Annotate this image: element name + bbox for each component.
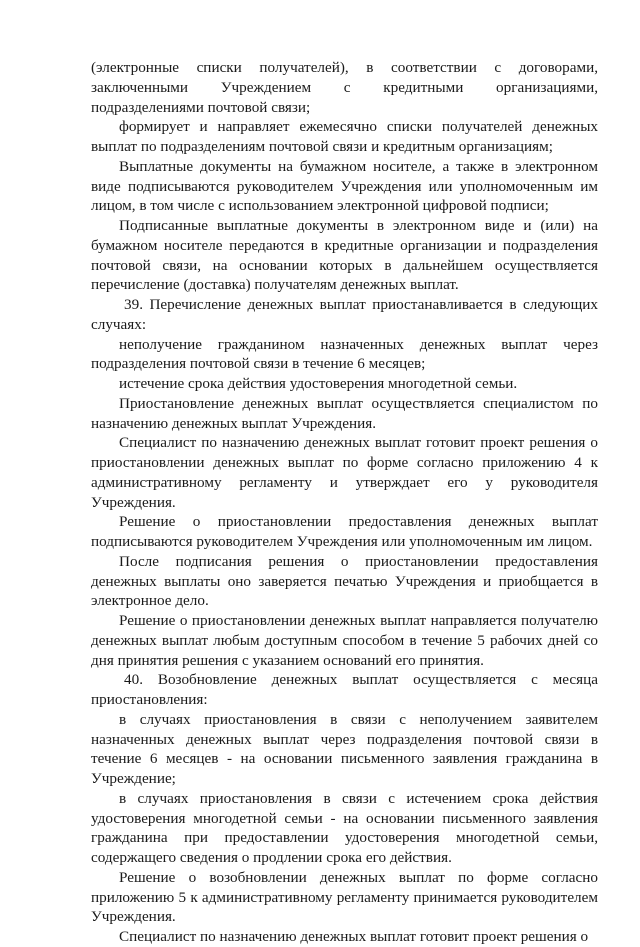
paragraph-suspension-stamp: После подписания решения о приостановлении предоставления денежных выплаты оно заверяется печатью Учреждения и приобщается в электронное дело. (91, 552, 598, 610)
paragraph-nonreceipt: неполучение гражданином назначенных денежных выплат через подразделения почтовой связи в течение 6 месяцев; (91, 335, 598, 373)
paragraph-item-39: 39. Перечисление денежных выплат приостанавливается в следующих случаях: (91, 296, 598, 333)
paragraph-resume-expiry: в случаях приостановления в связи с истечением срока действия удостоверения многодетной семьи - на основании письменного заявления гражданина при предоставлении удостоверения многодетной семьи, содержащего сведения о продлении срока его действия. (91, 789, 598, 866)
paragraph-signed-documents: Подписанные выплатные документы в электронном виде и (или) на бумажном носителе передаются в кредитные организации и подразделения почтовой связи, на основании которых в дальнейшем осуществляется перечисление (доставка) получателям денежных выплат. (91, 217, 598, 294)
paragraph-continuation: (электронные списки получателей), в соответствии с договорами, заключенными Учреждением с кредитными организациями, подразделениями почтовой связи; (91, 59, 598, 116)
paragraph-payment-documents: Выплатные документы на бумажном носителе, а также в электронном виде подписываются руководителем Учреждения или уполномоченным им лицом, в том числе с использованием электронной цифровой подписи; (91, 157, 598, 215)
paragraph-suspension-signed: Решение о приостановлении предоставления денежных выплат подписываются руководителем Учреждения или уполномоченным им лицом. (91, 513, 598, 550)
paragraph-resume-draft: Специалист по назначению денежных выплат готовит проект решения о (119, 928, 589, 945)
paragraph-suspension-notice: Решение о приостановлении денежных выплат направляется получателю денежных выплат любым доступным способом в течение 5 рабочих дней со дня принятия решения с указанием оснований его принятия. (91, 612, 598, 669)
paragraph-resume-decision: Решение о возобновлении денежных выплат по форме согласно приложению 5 к административному регламенту принимается руководителем Учреждения. (91, 868, 598, 926)
paragraph-item-40: 40. Возобновление денежных выплат осуществляется с месяца приостановления: (91, 671, 598, 708)
paragraph-resume-nonreceipt: в случаях приостановления в связи с неполучением заявителем назначенных денежных выплат через подразделения почтовой связи в течение 6 месяцев - на основании письменного заявления гражданина в Учреждение; (91, 710, 598, 787)
paragraph-forms-lists: формирует и направляет ежемесячно списки получателей денежных выплат по подразделениям почтовой связи и кредитным организациям; (91, 118, 598, 155)
paragraph-suspension-draft: Специалист по назначению денежных выплат готовит проект решения о приостановлении денежных выплат по форме согласно приложению 4 к административному регламенту и утверждает его у руководителя Учреждения. (91, 434, 598, 511)
paragraph-expiry: истечение срока действия удостоверения многодетной семьи. (119, 375, 518, 392)
paragraph-suspension-by-specialist: Приостановление денежных выплат осуществляется специалистом по назначению денежных выплат Учреждения. (91, 394, 598, 432)
